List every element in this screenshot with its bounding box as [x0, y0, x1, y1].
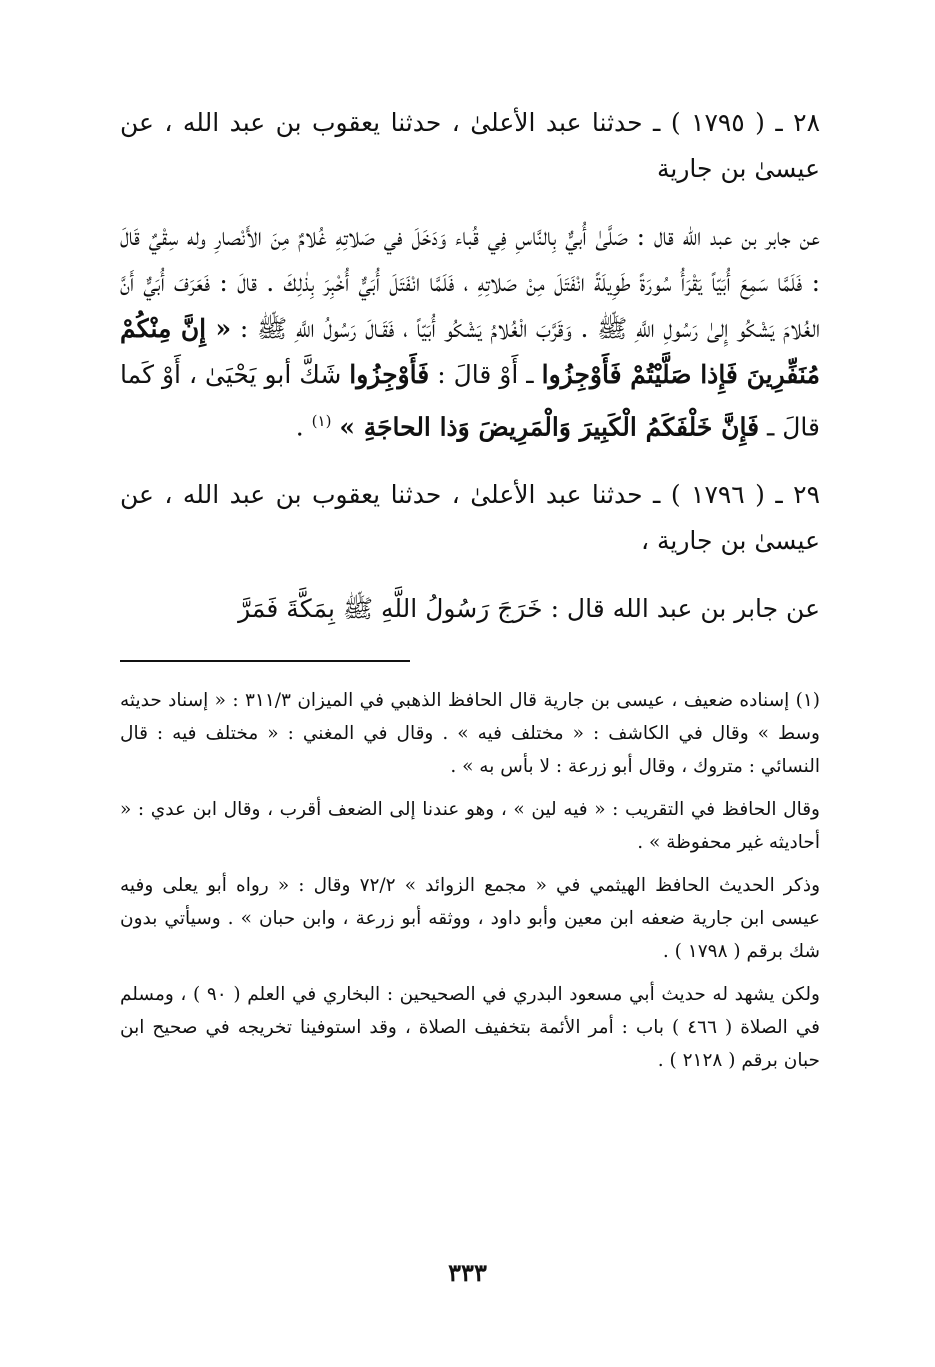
hadith-28-text-mid-2: شَكَّ أبو يَحْيَىٰ ، أَوْ كَما قالَ ـ: [120, 360, 820, 442]
hadith-28-quote-1: « إِنَّ مِنْكُمْ مُنَفِّرِينَ فَإِذا صَلَّيْتُمْ فَأَوْجِزُوا: [120, 314, 820, 389]
page-body: [120, 100, 820, 1087]
hadith-28-heading: ٢٨ ـ ( ١٧٩٥ ) ـ حدثنا عبد الأعلىٰ ، حدثنا يعقوب بن عبد الله ، عن عيسىٰ بن جارية: [120, 108, 820, 183]
footnote-1: (١) إسناده ضعيف ، عيسى بن جارية قال الحافظ الذهبي في الميزان ٣١١/٣ : « إسناد حديثه وسط » وقال في الكاشف : « مختلف فيه » . وقال في المغني : « مختلف فيه : قال النسائي : متروك ، وقال أبو زرعة : لا بأس به » .: [120, 690, 820, 778]
footnote-3: وذكر الحديث الحافظ الهيثمي في « مجمع الزوائد » ٧٢/٢ وقال : « رواه أبو يعلى وفيه عيسى ابن جارية ضعفه ابن معين وأبو داود ، ووثقه أبو زرعة ، وابن حبان » . وسيأتي بدون شك برقم ( ١٧٩٨ ) .: [120, 875, 820, 963]
hadith-28-quote-3: فَإِنَّ خَلْفَكَمُ الْكَبِيرَ وَالْمَرِيضَ وَذا الحاجَةِ »: [339, 412, 760, 442]
footnote-2: وقال الحافظ في التقريب : « فيه لين » ، وهو عندنا إلى الضعف أقرب ، وقال ابن عدي : « أحاديثه غير محفوظة » .: [120, 799, 820, 854]
hadith-28-quote-2: فَأَوْجِزُوا: [349, 360, 430, 389]
hadith-29-heading: ٢٩ ـ ( ١٧٩٦ ) ـ حدثنا عبد الأعلىٰ ، حدثنا يعقوب بن عبد الله ، عن عيسىٰ بن جارية ،: [120, 480, 820, 556]
footnote-4: ولكن يشهد له حديث أبي مسعود البدري في الصحيحين : البخاري في العلم ( ٩٠ ) ، ومسلم في الصلاة ( ٤٦٦ ) باب : أمر الأئمة بتخفيف الصلاة ، وقد استوفينا تخريجه في صحيح ابن حبان برقم ( ٢١٢٨ ) .: [120, 984, 820, 1072]
hadith-28-text-plain: عن جابر بن عبد الله قال : صَلَّىٰ أُبيٌّ بِالنَّاسِ فِي قُباء وَدَخَلَ في صَلاتِهِ غُلامٌ مِنَ الأَنْصارِ وله سِقْيٌ قَالَ : فَلَمَّا سَمِعَ أُبَيّاً يَقْرَأُ سُورَةً طَوِيلَةً انْفَتَلَ مِنْ صَلاتِهِ ، فَلَمَّا انْفَتَلَ أُبَيٌّ أُخْبِرَ بِذٰلِكَ . قالَ : فَعَرَفَ أُبَيٌّ أَنَّ الغُلامَ يَشْكُو إِلىٰ رَسُولِ اللَّهِ ﷺ . وَقَرَّبَ الْغُلامُ يَشْكُو أُبَيّاً ، فَقَـالَ رَسُولُ اللَّهِ ﷺ :: [120, 222, 821, 343]
page-number: ٣٣٣: [448, 1258, 487, 1287]
hadith-29-text: عن جابر بن عبد الله قال : خَرَجَ رَسُولُ اللَّهِ ﷺ بِمَكَّةَ فَمَرَّ: [238, 594, 820, 624]
hadith-28-text: [120, 214, 820, 450]
footnotes: [120, 684, 820, 1077]
footnote-separator: [120, 660, 410, 662]
footnote-reference: (١): [311, 412, 332, 430]
hadith-28-text-mid: ـ أَوْ قالَ :: [437, 360, 534, 389]
hadith-28-end: .: [295, 412, 304, 442]
